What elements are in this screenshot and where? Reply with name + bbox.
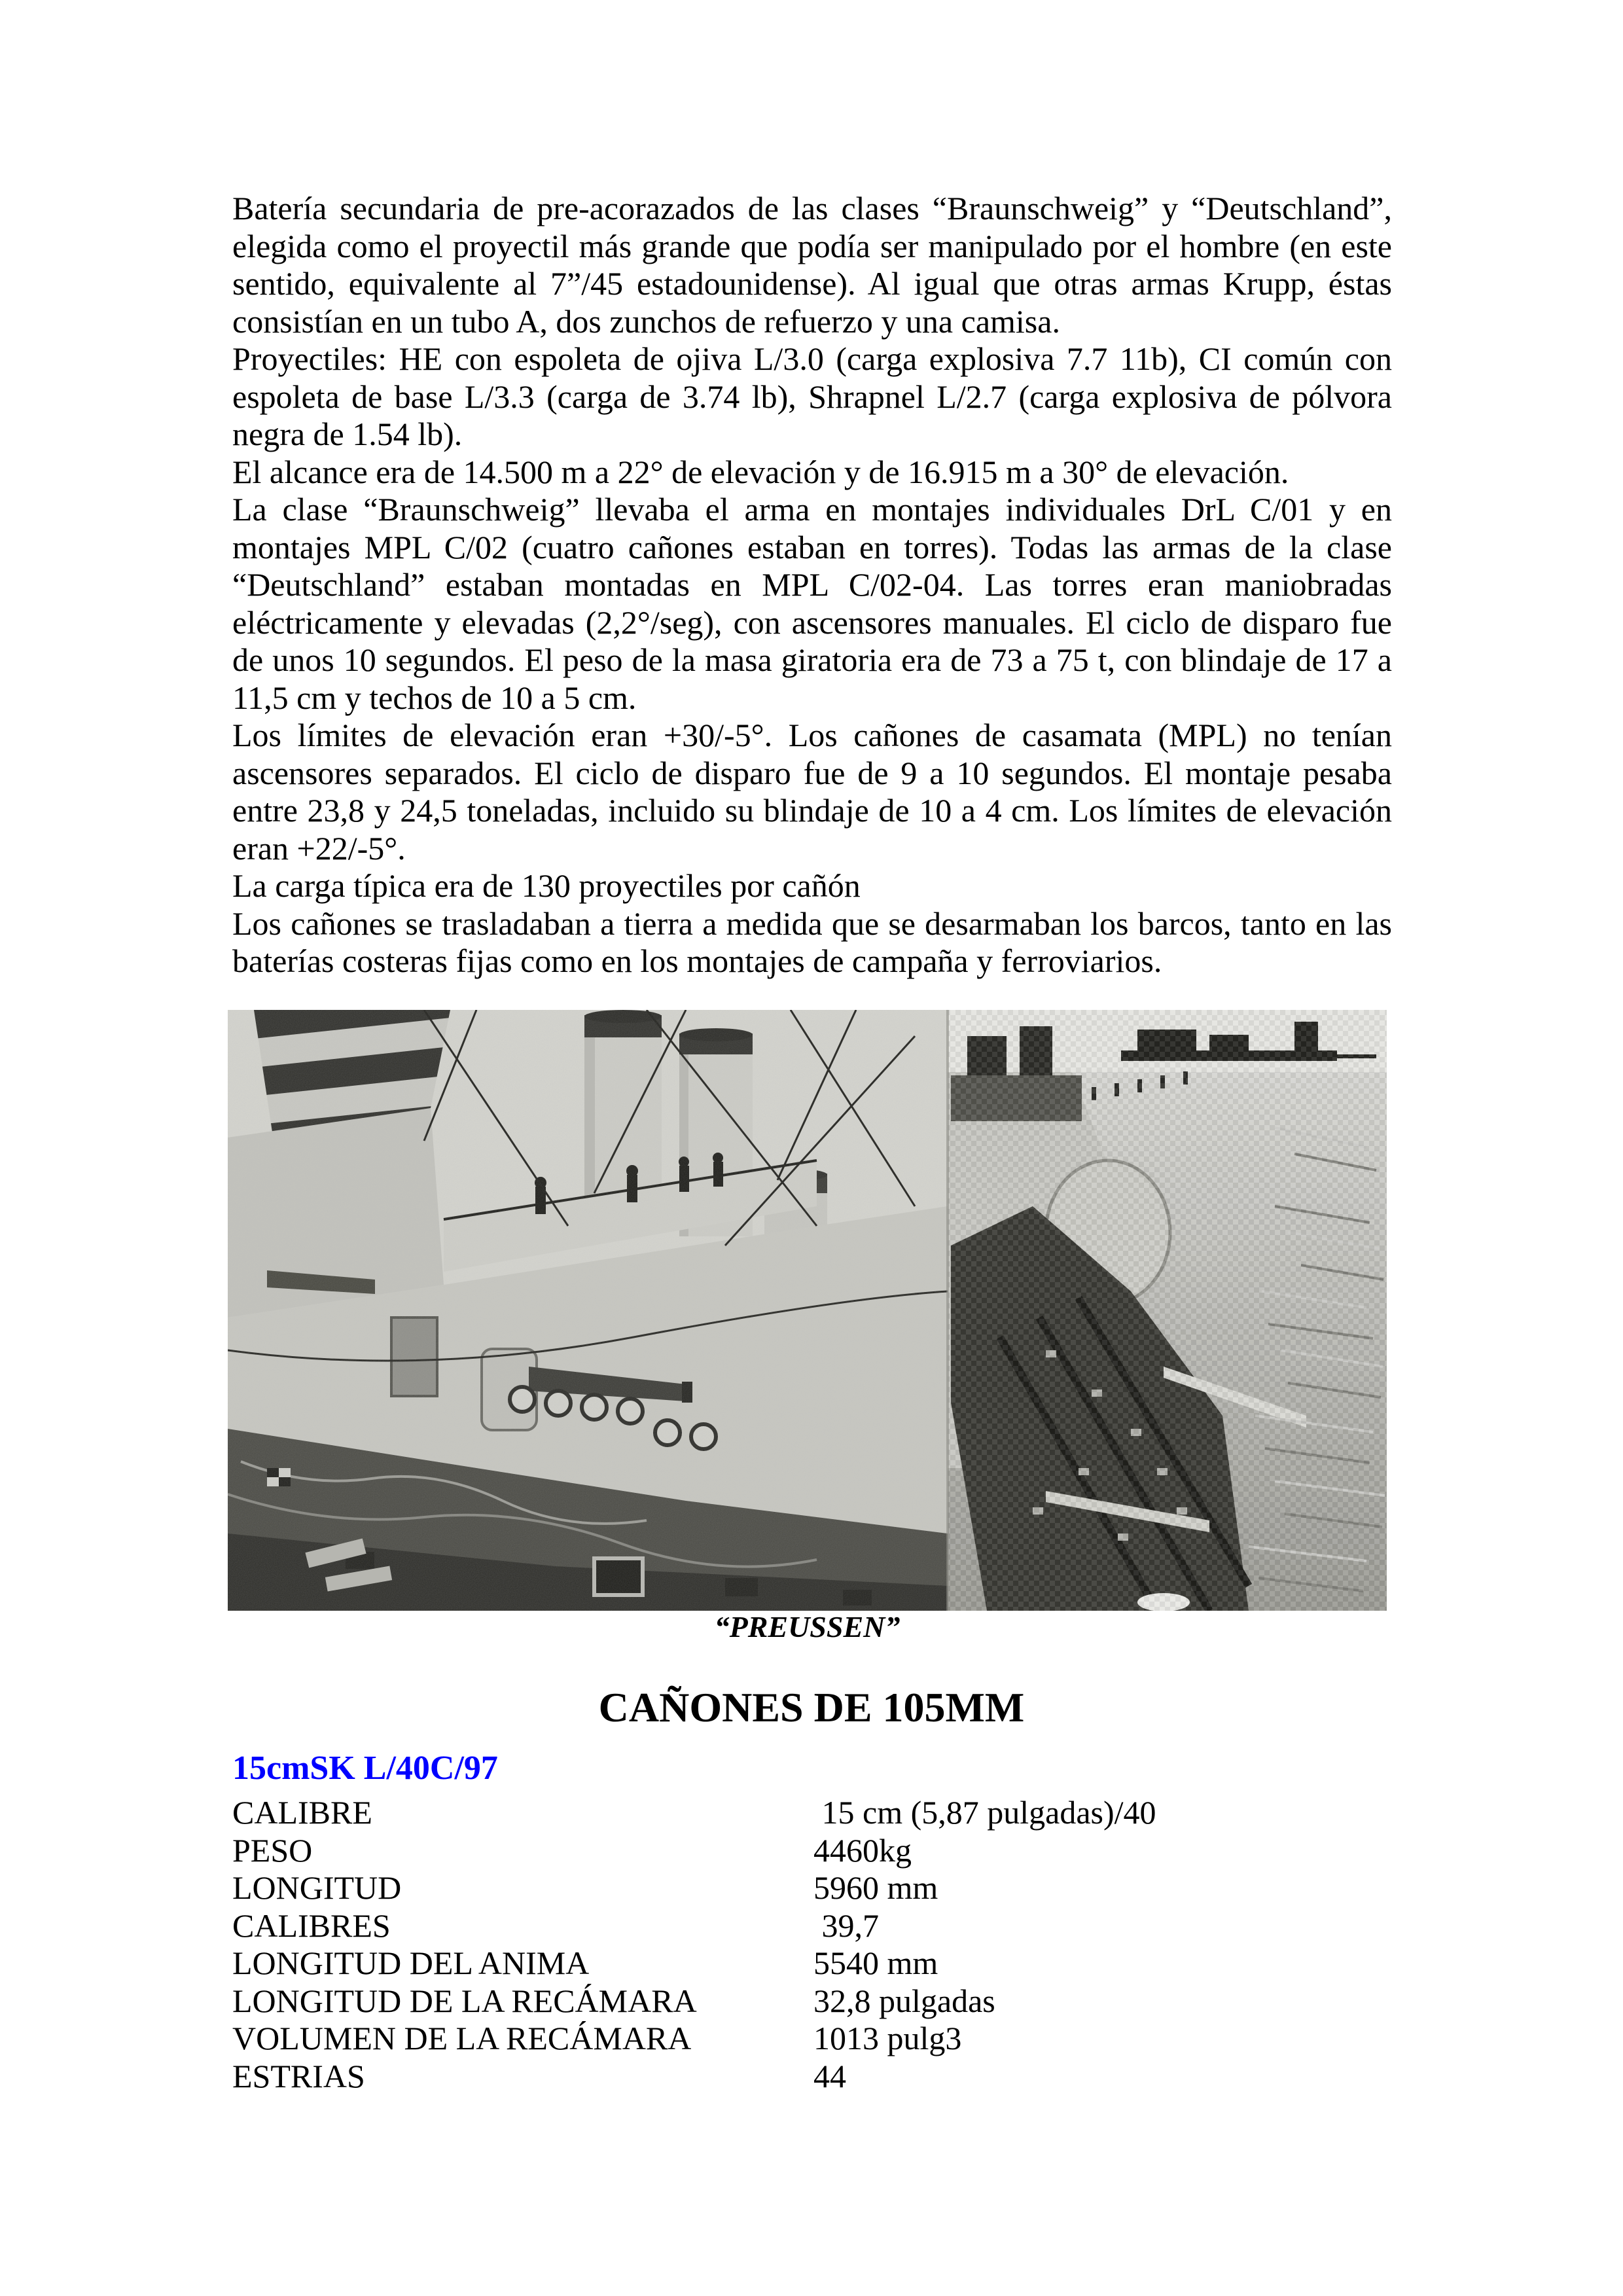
spec-value: 4460kg — [813, 1831, 912, 1869]
spec-row-estrias — [232, 2058, 1392, 2096]
body-paragraph-6: La carga típica era de 130 proyectiles por cañón — [232, 867, 861, 904]
spec-row-longitud-anima — [232, 1945, 1392, 1982]
film-grain — [228, 1010, 948, 1611]
gun-model-heading: 15cmSK L/40C/97 — [232, 1749, 498, 1787]
body-paragraph-4: La clase “Braunschweig” llevaba el arma en montajes individuales DrL C/01 y en montajes MPL C/02 (cuatro cañones estaban en torres). Todas las armas de la clase “Deutschland” estaban montadas en MPL C/02-04. Las torres eran maniobradas eléctricamente y elevadas (2,2°/seg), con ascensores manuales. El ciclo de disparo fue de unos 10 segundos. El peso de la masa giratoria era de 73 a 75 t, con blindaje de 17 a 11,5 cm y techos de 10 a 5 cm. — [232, 491, 1392, 716]
spec-row-volumen-recamara — [232, 2020, 1392, 2058]
spec-value: 15 cm (5,87 pulgadas)/40 — [813, 1794, 1156, 1831]
photo-left-panel — [228, 1010, 948, 1611]
spec-label: LONGITUD DEL ANIMA — [232, 1945, 590, 1981]
spec-value: 5540 mm — [813, 1945, 938, 1981]
spec-label: CALIBRE — [232, 1794, 372, 1831]
photo-right-panel — [948, 1010, 1387, 1611]
spec-value: 32,8 pulgadas — [813, 1982, 995, 2019]
body-paragraph-3: El alcance era de 14.500 m a 22° de elevación y de 16.915 m a 30° de elevación. — [232, 453, 1289, 490]
spec-value: 39,7 — [813, 1907, 879, 1944]
spec-value: 5960 mm — [813, 1869, 938, 1906]
spec-row-calibres — [232, 1907, 1392, 1945]
body-paragraph-2: Proyectiles: HE con espoleta de ojiva L/3.0 (carga explosiva 7.7 11b), CI común con espoleta de base L/3.3 (carga de 3.74 lb), Shrapnel L/2.7 (carga explosiva de pólvora negra de 1.54 lb). — [232, 340, 1392, 452]
body-paragraph-1: Batería secundaria de pre-acorazados de las clases “Braunschweig” y “Deutschland”, elegida como el proyectil más grande que podía ser manipulado por el hombre (en este sentido, equivalente al 7”/45 estadounidense). Al igual que otras armas Krupp, éstas consistían en un tubo A, dos zunchos de refuerzo y una camisa. — [232, 190, 1392, 340]
spec-label: CALIBRES — [232, 1907, 391, 1944]
spec-label: ESTRIAS — [232, 2057, 365, 2094]
photo-seam — [946, 1010, 949, 1611]
body-paragraph-7: Los cañones se trasladaban a tierra a medida que se desarmaban los barcos, tanto en las baterías costeras fijas como en los montajes de campaña y ferroviarios. — [232, 905, 1392, 979]
photo-caption: “PREUSSEN” — [714, 1610, 901, 1643]
section-title: CAÑONES DE 105MM — [598, 1684, 1025, 1731]
body-paragraph-5: Los límites de elevación eran +30/-5°. Los cañones de casamata (MPL) no tenían ascensores separados. El ciclo de disparo fue de 9 a 10 segundos. El montaje pesaba entre 23,8 y 24,5 toneladas, incluido su blindaje de 10 a 4 cm. Los límites de elevación eran +22/-5°. — [232, 717, 1392, 867]
spec-row-longitud-recamara — [232, 1982, 1392, 2020]
spec-row-longitud — [232, 1869, 1392, 1907]
spec-value: 1013 pulg3 — [813, 2020, 962, 2056]
battleship-photo — [228, 1010, 1387, 1611]
spec-row-calibre — [232, 1794, 1392, 1832]
spec-label: VOLUMEN DE LA RECÁMARA — [232, 2020, 692, 2056]
spec-value: 44 — [813, 2057, 846, 2094]
pixelation-overlay — [948, 1010, 1387, 1611]
spec-label: PESO — [232, 1831, 313, 1869]
spec-label: LONGITUD DE LA RECÁMARA — [232, 1982, 697, 2019]
spec-row-peso — [232, 1832, 1392, 1870]
body-text — [232, 190, 1392, 980]
spec-label: LONGITUD — [232, 1869, 402, 1906]
spec-table — [232, 1794, 1392, 2095]
